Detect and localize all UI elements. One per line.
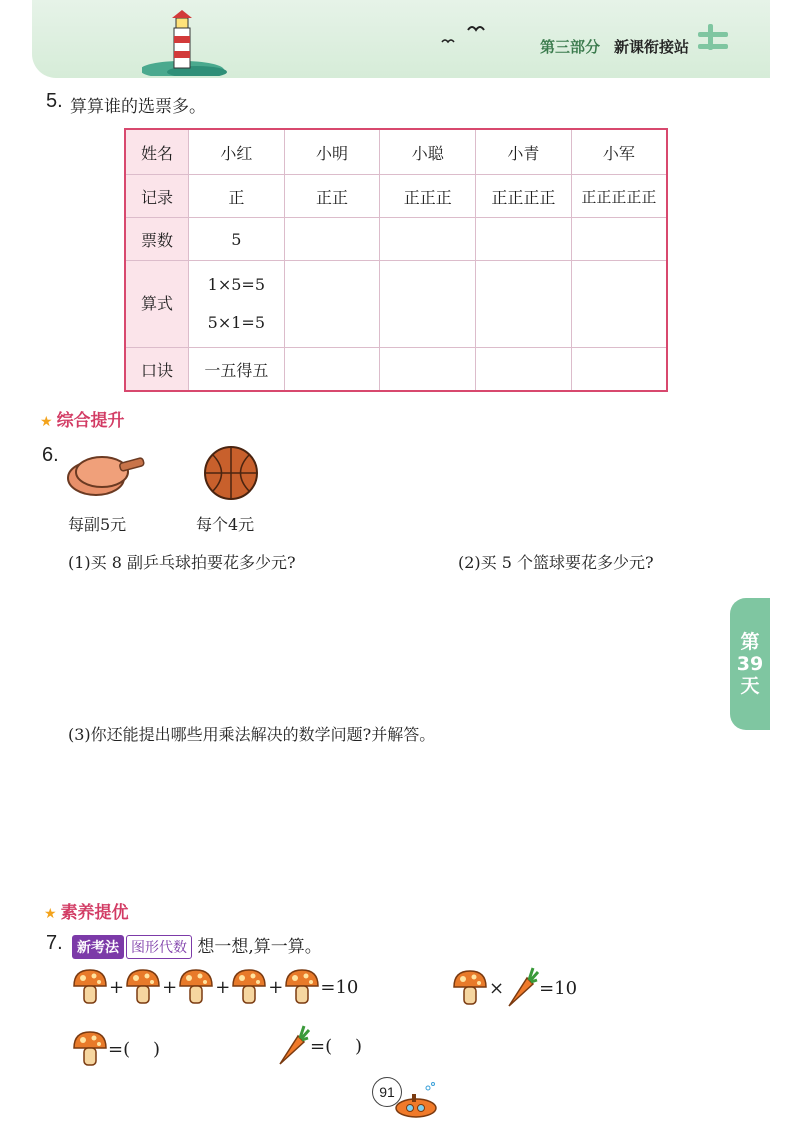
name-cell: 小红 <box>189 129 285 175</box>
mushroom-icon <box>452 969 488 1007</box>
section-title: 素养提优 <box>60 903 129 923</box>
question-5-text: 算算谁的选票多。 <box>70 97 206 117</box>
chant-cell-blank[interactable] <box>476 348 572 392</box>
times-sign: × <box>489 977 505 999</box>
ping-pong-paddle-icon <box>66 448 148 500</box>
header-part-label: 第三部分 <box>540 38 601 56</box>
question-5-number: 5. <box>46 90 63 112</box>
record-cell: 正正 <box>284 175 380 218</box>
record-cell: 正正正 <box>380 175 476 218</box>
equation-cell-blank[interactable] <box>284 261 380 348</box>
section-heading-comprehensive <box>40 406 125 431</box>
equation-line: 1×5=5 <box>207 275 266 294</box>
product-result: =10 <box>539 977 578 999</box>
side-tab-line3: 天 <box>740 675 760 697</box>
row-header-chant: 口诀 <box>125 348 189 392</box>
record-cell: 正正正正 <box>476 175 572 218</box>
section-title: 综合提升 <box>56 411 125 431</box>
table-row-names <box>125 129 667 175</box>
carrot-icon <box>276 1024 310 1068</box>
mushroom-icon <box>231 968 267 1006</box>
question-7-header <box>72 932 322 959</box>
header-decoration-icon <box>694 18 734 58</box>
row-header-name: 姓名 <box>125 129 189 175</box>
row-header-equation: 算式 <box>125 261 189 348</box>
basketball-price: 每个4元 <box>196 515 255 534</box>
carrot-answer-blank[interactable]: =( ) <box>310 1035 363 1057</box>
carrot-icon <box>505 966 539 1010</box>
table-row-counts <box>125 218 667 261</box>
new-method-tag: 新考法 <box>72 935 124 959</box>
question-6-sub1: (1)买 8 副乒乓球拍要花多少元? <box>68 553 296 572</box>
question-7-text: 想一想,算一算。 <box>197 937 322 957</box>
day-side-tab <box>730 598 770 730</box>
row-header-record: 记录 <box>125 175 189 218</box>
mushroom-icon <box>178 968 214 1006</box>
record-cell: 正 <box>189 175 285 218</box>
question-6-sub2: (2)买 5 个篮球要花多少元? <box>458 553 654 572</box>
header-title: 新课衔接站 <box>614 38 690 56</box>
count-cell: 5 <box>189 218 285 261</box>
plus-sign: + <box>109 976 125 998</box>
count-cell-blank[interactable] <box>571 218 667 261</box>
question-6-number: 6. <box>42 444 59 466</box>
sum-result: =10 <box>320 976 359 998</box>
chant-cell-blank[interactable] <box>380 348 476 392</box>
plus-sign: + <box>215 976 231 998</box>
plus-sign: + <box>162 976 178 998</box>
section-heading-literacy <box>44 898 129 923</box>
equation-cell-blank[interactable] <box>571 261 667 348</box>
name-cell: 小聪 <box>380 129 476 175</box>
star-icon: ★ <box>44 906 57 922</box>
equation-cell-blank[interactable] <box>476 261 572 348</box>
equation-row-sum <box>72 968 358 1006</box>
page-header <box>32 0 770 78</box>
mushroom-icon <box>72 968 108 1006</box>
name-cell: 小军 <box>571 129 667 175</box>
answer-mushroom <box>72 1030 160 1068</box>
chant-cell: 一五得五 <box>189 348 285 392</box>
equation-cell <box>189 261 285 348</box>
table-row-records <box>125 175 667 218</box>
submarine-icon <box>390 1080 440 1120</box>
table-row-chants <box>125 348 667 392</box>
question-7-number: 7. <box>46 932 63 954</box>
birds-icon <box>432 20 492 50</box>
name-cell: 小青 <box>476 129 572 175</box>
count-cell-blank[interactable] <box>476 218 572 261</box>
basketball-icon <box>202 444 260 502</box>
chant-cell-blank[interactable] <box>284 348 380 392</box>
equation-cell-blank[interactable] <box>380 261 476 348</box>
mushroom-icon <box>125 968 161 1006</box>
mushroom-answer-blank[interactable]: =( ) <box>108 1038 161 1060</box>
question-6-sub3: (3)你还能提出哪些用乘法解决的数学问题?并解答。 <box>68 725 436 744</box>
paddle-price: 每副5元 <box>68 515 127 534</box>
plus-sign: + <box>268 976 284 998</box>
equation-row-product <box>452 966 577 1010</box>
votes-table <box>124 128 668 392</box>
count-cell-blank[interactable] <box>284 218 380 261</box>
chant-cell-blank[interactable] <box>571 348 667 392</box>
row-header-count: 票数 <box>125 218 189 261</box>
mushroom-icon <box>72 1030 108 1068</box>
answer-carrot <box>276 1024 362 1068</box>
page-number: 91 <box>372 1077 402 1107</box>
star-icon: ★ <box>40 414 53 430</box>
side-tab-line2: 39 <box>736 653 764 675</box>
count-cell-blank[interactable] <box>380 218 476 261</box>
side-tab-line1: 第 <box>740 631 760 653</box>
equation-line: 5×1=5 <box>207 313 266 332</box>
record-cell: 正正正正正 <box>571 175 667 218</box>
table-row-equations <box>125 261 667 348</box>
topic-tag: 图形代数 <box>126 935 192 959</box>
mushroom-icon <box>284 968 320 1006</box>
lighthouse-icon <box>142 6 232 76</box>
name-cell: 小明 <box>284 129 380 175</box>
